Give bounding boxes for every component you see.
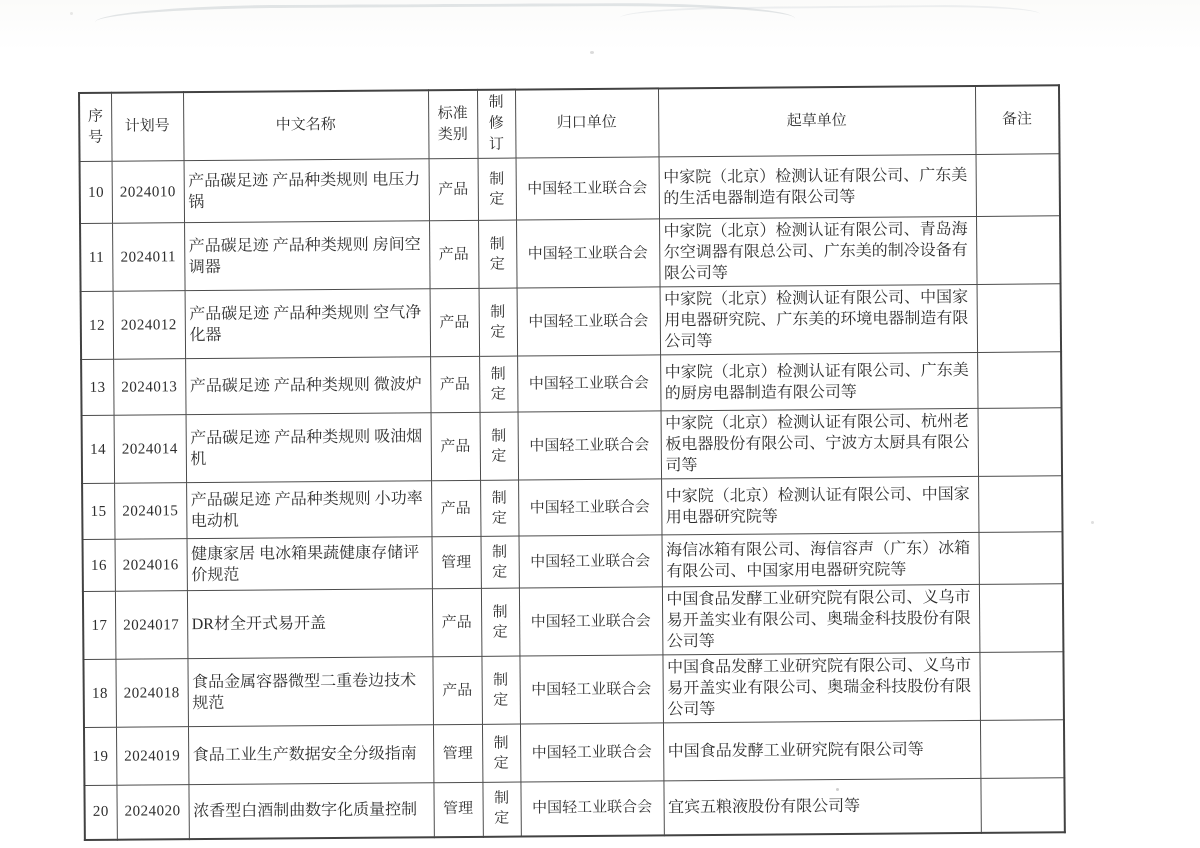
cell-name-cn: 食品工业生产数据安全分级指南 [188, 725, 433, 785]
col-header-name-cn: 中文名称 [183, 90, 429, 160]
col-header-remarks: 备注 [975, 85, 1060, 154]
cell-revision: 制定 [481, 588, 520, 656]
cell-category: 管理 [433, 724, 482, 782]
cell-revision: 制定 [481, 536, 519, 588]
cell-revision: 制定 [478, 220, 517, 288]
table-row [83, 532, 1063, 592]
cell-plan-no: 2024010 [112, 161, 184, 224]
cell-remarks [979, 652, 1064, 721]
cell-remarks [980, 720, 1064, 779]
cell-revision: 制定 [478, 158, 516, 220]
scan-speck [590, 51, 594, 54]
cell-name-cn: 产品碳足迹 产品种类规则 吸油烟机 [186, 413, 432, 483]
cell-seq: 20 [84, 785, 116, 839]
col-header-category: 标准类别 [428, 90, 478, 159]
table-row [84, 720, 1064, 786]
cell-revision: 制定 [479, 356, 517, 412]
cell-revision: 制定 [482, 782, 520, 836]
cell-plan-no: 2024014 [114, 415, 187, 484]
cell-name-cn: 浓香型白酒制曲数字化质量控制 [188, 783, 433, 839]
cell-name-cn: 健康家居 电冰箱果蔬健康存储评价规范 [187, 537, 432, 591]
cell-name-cn: 产品碳足迹 产品种类规则 房间空调器 [184, 221, 430, 291]
cell-name-cn: 产品碳足迹 产品种类规则 微波炉 [185, 357, 430, 415]
cell-authority: 中国轻工业联合会 [518, 479, 661, 536]
cell-seq: 17 [83, 591, 116, 659]
cell-authority: 中国轻工业联合会 [520, 781, 663, 836]
cell-remarks [976, 154, 1060, 217]
cell-name-cn: 产品碳足迹 产品种类规则 小功率电动机 [186, 481, 431, 539]
cell-category: 产品 [430, 288, 480, 356]
cell-seq: 12 [81, 291, 114, 359]
cell-category: 产品 [432, 656, 482, 724]
cell-drafters: 中国食品发酵工业研究院有限公司等 [663, 720, 980, 780]
cell-remarks [978, 408, 1063, 477]
cell-category: 管理 [432, 536, 481, 588]
cell-drafters: 海信冰箱有限公司、海信容声（广东）冰箱有限公司、中国家用电器研究院等 [661, 532, 978, 586]
cell-name-cn: 产品碳足迹 产品种类规则 电压力锅 [184, 159, 429, 223]
cell-seq: 10 [80, 161, 112, 223]
cell-remarks [976, 216, 1061, 285]
cell-name-cn: 产品碳足迹 产品种类规则 空气净化器 [185, 289, 431, 359]
cell-drafters: 中家院（北京）检测认证有限公司、广东美的厨房电器制造有限公司等 [660, 352, 977, 410]
cell-category: 管理 [433, 782, 482, 836]
cell-plan-no: 2024018 [115, 659, 188, 728]
cell-drafters: 中家院（北京）检测认证有限公司、青岛海尔空调器有限总公司、广东美的制冷设备有限公司等 [659, 216, 977, 286]
cell-plan-no: 2024011 [112, 223, 185, 292]
table-row [82, 476, 1062, 540]
cell-authority: 中国轻工业联合会 [516, 157, 659, 220]
cell-plan-no: 2024012 [113, 291, 186, 360]
cell-drafters: 中家院（北京）检测认证有限公司、中国家用电器研究院、广东美的环境电器制造有限公司等 [660, 284, 978, 354]
cell-revision: 制定 [480, 412, 519, 480]
table-row [80, 216, 1061, 292]
cell-authority: 中国轻工业联合会 [517, 355, 660, 412]
header-row [79, 85, 1060, 161]
table-row [81, 352, 1061, 416]
cell-name-cn: DR材全开式易开盖 [187, 589, 433, 659]
cell-authority: 中国轻工业联合会 [519, 655, 663, 724]
cell-category: 产品 [431, 412, 481, 480]
cell-authority: 中国轻工业联合会 [519, 587, 663, 656]
table-row [83, 652, 1064, 728]
cell-drafters: 中国食品发酵工业研究院有限公司、义乌市易开盖实业有限公司、奥瑞金科技股份有限公司等 [662, 652, 980, 722]
standards-plan-table-wrap [78, 84, 1064, 840]
cell-remarks [978, 476, 1062, 533]
cell-seq: 16 [83, 539, 115, 591]
cell-drafters: 中家院（北京）检测认证有限公司、中国家用电器研究院等 [661, 476, 978, 534]
col-header-drafters: 起草单位 [658, 86, 976, 157]
table-row [84, 778, 1064, 840]
cell-category: 产品 [429, 220, 479, 288]
cell-plan-no: 2024020 [116, 785, 188, 840]
scan-speck [70, 12, 73, 15]
cell-plan-no: 2024019 [116, 727, 188, 786]
table-row [83, 584, 1064, 660]
cell-name-cn: 食品金属容器微型二重卷边技术规范 [187, 657, 433, 727]
cell-revision: 制定 [480, 480, 518, 536]
cell-authority: 中国轻工业联合会 [518, 411, 662, 480]
cell-remarks [980, 778, 1064, 833]
table-row [82, 408, 1063, 484]
cell-plan-no: 2024013 [113, 359, 185, 416]
cell-authority: 中国轻工业联合会 [516, 219, 660, 288]
cell-authority: 中国轻工业联合会 [517, 287, 661, 356]
cell-drafters: 中国食品发酵工业研究院有限公司、义乌市易开盖实业有限公司、奥瑞金科技股份有限公司等 [662, 584, 980, 654]
cell-plan-no: 2024016 [115, 539, 187, 592]
cell-plan-no: 2024017 [115, 591, 188, 660]
cell-seq: 18 [83, 659, 116, 727]
cell-revision: 制定 [481, 656, 520, 724]
cell-authority: 中国轻工业联合会 [520, 723, 663, 782]
cell-seq: 19 [84, 727, 116, 785]
cell-remarks [977, 352, 1061, 409]
col-header-authority: 归口单位 [515, 88, 659, 158]
cell-authority: 中国轻工业联合会 [519, 535, 662, 588]
cell-seq: 15 [82, 483, 114, 539]
cell-drafters: 中家院（北京）检测认证有限公司、杭州老板电器股份有限公司、宁波方太厨具有限公司等 [661, 408, 979, 478]
cell-category: 产品 [430, 356, 479, 412]
cell-category: 产品 [432, 588, 482, 656]
cell-revision: 制定 [482, 724, 520, 782]
cell-remarks [977, 284, 1062, 353]
cell-drafters: 中家院（北京）检测认证有限公司、广东美的生活电器制造有限公司等 [659, 154, 976, 218]
cell-plan-no: 2024015 [114, 483, 186, 540]
table-row [80, 154, 1060, 224]
table-row [81, 284, 1062, 360]
cell-category: 产品 [431, 480, 480, 536]
cell-remarks [978, 532, 1062, 585]
cell-remarks [979, 584, 1064, 653]
scan-speck [1091, 521, 1094, 524]
col-header-seq: 序号 [79, 93, 112, 162]
cell-drafters: 宜宾五粮液股份有限公司等 [663, 778, 980, 834]
cell-seq: 13 [81, 359, 113, 415]
cell-seq: 14 [82, 415, 115, 483]
col-header-revision: 制修订 [477, 90, 516, 159]
cell-revision: 制定 [479, 288, 518, 356]
scan-artifact-smudge [620, 4, 1040, 28]
cell-seq: 11 [80, 223, 113, 291]
standards-plan-table [78, 84, 1066, 840]
col-header-plan-no: 计划号 [111, 92, 184, 161]
cell-category: 产品 [429, 158, 478, 220]
